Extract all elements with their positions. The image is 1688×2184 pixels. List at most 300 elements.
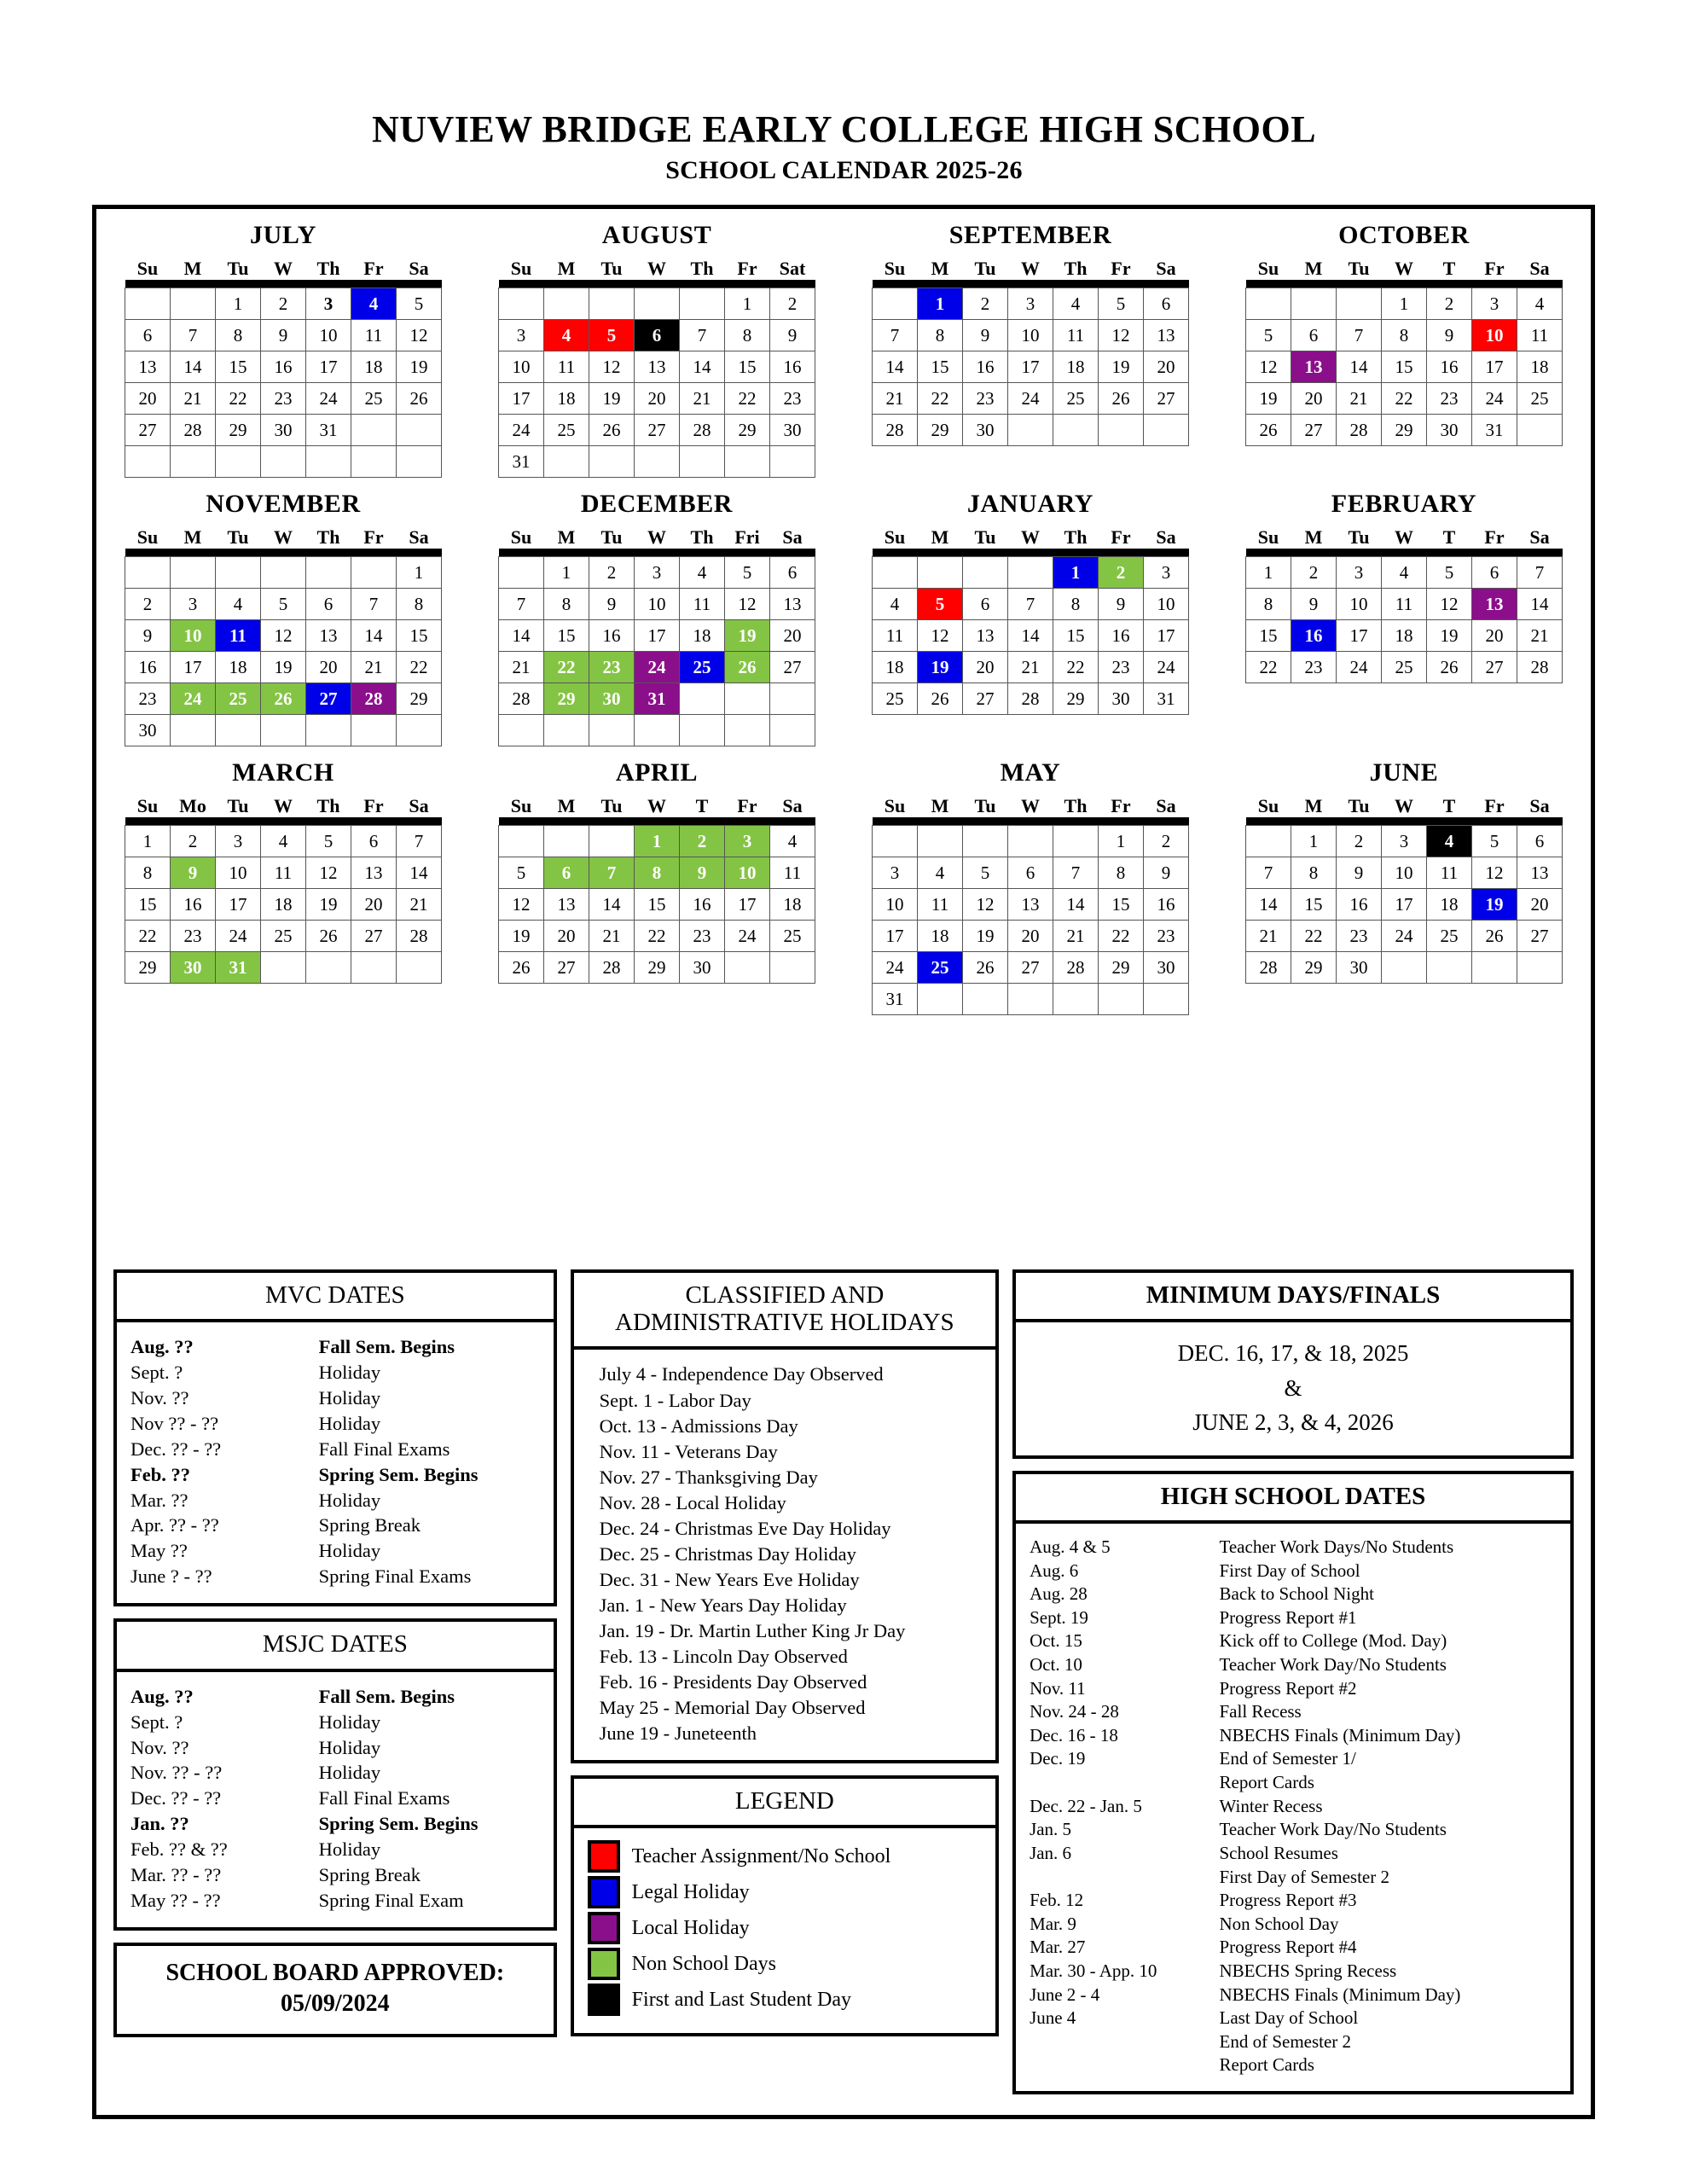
day-cell[interactable]: 24 <box>171 683 216 715</box>
day-cell[interactable]: 11 <box>1053 320 1099 351</box>
day-cell[interactable]: 2 <box>963 288 1008 320</box>
day-cell[interactable]: 1 <box>397 557 442 589</box>
day-cell[interactable]: 16 <box>589 620 635 652</box>
day-cell[interactable]: 4 <box>1427 826 1472 857</box>
day-cell[interactable]: 21 <box>1053 921 1099 952</box>
day-cell[interactable]: 15 <box>725 351 770 383</box>
day-cell[interactable]: 5 <box>261 589 306 620</box>
day-cell[interactable]: 18 <box>770 889 815 921</box>
day-cell[interactable]: 4 <box>1053 288 1099 320</box>
day-cell[interactable]: 16 <box>261 351 306 383</box>
day-cell[interactable]: 26 <box>397 383 442 415</box>
day-cell[interactable]: 31 <box>1472 415 1517 446</box>
day-cell[interactable]: 3 <box>171 589 216 620</box>
day-cell[interactable]: 9 <box>1291 589 1337 620</box>
day-cell[interactable]: 18 <box>1427 889 1472 921</box>
day-cell[interactable]: 18 <box>1382 620 1427 652</box>
day-cell[interactable]: 6 <box>1144 288 1189 320</box>
day-cell[interactable]: 6 <box>125 320 171 351</box>
day-cell[interactable]: 21 <box>171 383 216 415</box>
day-cell[interactable]: 8 <box>725 320 770 351</box>
day-cell[interactable]: 17 <box>1008 351 1053 383</box>
day-cell[interactable]: 9 <box>1427 320 1472 351</box>
day-cell[interactable]: 24 <box>1472 383 1517 415</box>
day-cell[interactable]: 23 <box>1291 652 1337 683</box>
day-cell[interactable]: 8 <box>1291 857 1337 889</box>
day-cell[interactable]: 22 <box>1099 921 1144 952</box>
day-cell[interactable]: 12 <box>1099 320 1144 351</box>
day-cell[interactable]: 11 <box>918 889 963 921</box>
day-cell[interactable]: 11 <box>680 589 725 620</box>
day-cell[interactable]: 12 <box>1246 351 1291 383</box>
day-cell[interactable]: 28 <box>589 952 635 984</box>
day-cell[interactable]: 24 <box>499 415 544 446</box>
day-cell[interactable]: 18 <box>544 383 589 415</box>
day-cell[interactable]: 18 <box>1053 351 1099 383</box>
day-cell[interactable]: 2 <box>680 826 725 857</box>
day-cell[interactable]: 24 <box>1144 652 1189 683</box>
day-cell[interactable]: 11 <box>873 620 918 652</box>
day-cell[interactable]: 27 <box>963 683 1008 715</box>
day-cell[interactable]: 14 <box>171 351 216 383</box>
day-cell[interactable]: 27 <box>351 921 397 952</box>
day-cell[interactable]: 12 <box>589 351 635 383</box>
day-cell[interactable]: 20 <box>1008 921 1053 952</box>
day-cell[interactable]: 30 <box>1427 415 1472 446</box>
day-cell[interactable]: 16 <box>680 889 725 921</box>
day-cell[interactable]: 4 <box>1382 557 1427 589</box>
day-cell[interactable]: 4 <box>770 826 815 857</box>
day-cell[interactable]: 5 <box>918 589 963 620</box>
day-cell[interactable]: 10 <box>306 320 351 351</box>
day-cell[interactable]: 20 <box>125 383 171 415</box>
day-cell[interactable]: 10 <box>216 857 261 889</box>
day-cell[interactable]: 7 <box>1337 320 1382 351</box>
day-cell[interactable]: 21 <box>397 889 442 921</box>
day-cell[interactable]: 27 <box>306 683 351 715</box>
day-cell[interactable]: 16 <box>1291 620 1337 652</box>
day-cell[interactable]: 14 <box>397 857 442 889</box>
day-cell[interactable]: 1 <box>1053 557 1099 589</box>
day-cell[interactable]: 23 <box>963 383 1008 415</box>
day-cell[interactable]: 27 <box>125 415 171 446</box>
day-cell[interactable]: 9 <box>261 320 306 351</box>
day-cell[interactable]: 13 <box>306 620 351 652</box>
day-cell[interactable]: 22 <box>125 921 171 952</box>
day-cell[interactable]: 24 <box>873 952 918 984</box>
day-cell[interactable]: 24 <box>306 383 351 415</box>
day-cell[interactable]: 13 <box>1144 320 1189 351</box>
day-cell[interactable]: 30 <box>1099 683 1144 715</box>
day-cell[interactable]: 31 <box>216 952 261 984</box>
day-cell[interactable]: 28 <box>171 415 216 446</box>
day-cell[interactable]: 20 <box>1472 620 1517 652</box>
day-cell[interactable]: 30 <box>261 415 306 446</box>
day-cell[interactable]: 14 <box>1246 889 1291 921</box>
day-cell[interactable]: 25 <box>1382 652 1427 683</box>
day-cell[interactable]: 15 <box>544 620 589 652</box>
day-cell[interactable]: 7 <box>499 589 544 620</box>
day-cell[interactable]: 17 <box>1144 620 1189 652</box>
day-cell[interactable]: 30 <box>770 415 815 446</box>
day-cell[interactable]: 4 <box>351 288 397 320</box>
day-cell[interactable]: 21 <box>1337 383 1382 415</box>
day-cell[interactable]: 10 <box>1144 589 1189 620</box>
day-cell[interactable]: 30 <box>963 415 1008 446</box>
day-cell[interactable]: 14 <box>680 351 725 383</box>
day-cell[interactable]: 26 <box>499 952 544 984</box>
day-cell[interactable]: 5 <box>397 288 442 320</box>
day-cell[interactable]: 3 <box>725 826 770 857</box>
day-cell[interactable]: 7 <box>1053 857 1099 889</box>
day-cell[interactable]: 26 <box>1427 652 1472 683</box>
day-cell[interactable]: 19 <box>261 652 306 683</box>
day-cell[interactable]: 11 <box>261 857 306 889</box>
day-cell[interactable]: 5 <box>589 320 635 351</box>
day-cell[interactable]: 26 <box>589 415 635 446</box>
day-cell[interactable]: 20 <box>770 620 815 652</box>
day-cell[interactable]: 25 <box>351 383 397 415</box>
day-cell[interactable]: 5 <box>306 826 351 857</box>
day-cell[interactable]: 7 <box>1008 589 1053 620</box>
day-cell[interactable]: 17 <box>216 889 261 921</box>
day-cell[interactable]: 6 <box>306 589 351 620</box>
day-cell[interactable]: 24 <box>1008 383 1053 415</box>
day-cell[interactable]: 12 <box>725 589 770 620</box>
day-cell[interactable]: 16 <box>171 889 216 921</box>
day-cell[interactable]: 4 <box>216 589 261 620</box>
day-cell[interactable]: 31 <box>1144 683 1189 715</box>
day-cell[interactable]: 23 <box>589 652 635 683</box>
day-cell[interactable]: 14 <box>873 351 918 383</box>
day-cell[interactable]: 19 <box>1246 383 1291 415</box>
day-cell[interactable]: 21 <box>1517 620 1563 652</box>
day-cell[interactable]: 6 <box>770 557 815 589</box>
day-cell[interactable]: 23 <box>1427 383 1472 415</box>
day-cell[interactable]: 28 <box>1053 952 1099 984</box>
day-cell[interactable]: 8 <box>1099 857 1144 889</box>
day-cell[interactable]: 6 <box>963 589 1008 620</box>
day-cell[interactable]: 26 <box>918 683 963 715</box>
day-cell[interactable]: 24 <box>1337 652 1382 683</box>
day-cell[interactable]: 1 <box>918 288 963 320</box>
day-cell[interactable]: 19 <box>499 921 544 952</box>
day-cell[interactable]: 23 <box>1099 652 1144 683</box>
day-cell[interactable]: 20 <box>635 383 680 415</box>
day-cell[interactable]: 3 <box>635 557 680 589</box>
day-cell[interactable]: 21 <box>351 652 397 683</box>
day-cell[interactable]: 18 <box>351 351 397 383</box>
day-cell[interactable]: 13 <box>125 351 171 383</box>
day-cell[interactable]: 27 <box>635 415 680 446</box>
day-cell[interactable]: 16 <box>125 652 171 683</box>
day-cell[interactable]: 25 <box>770 921 815 952</box>
day-cell[interactable]: 23 <box>1337 921 1382 952</box>
day-cell[interactable]: 17 <box>725 889 770 921</box>
day-cell[interactable]: 7 <box>589 857 635 889</box>
day-cell[interactable]: 2 <box>171 826 216 857</box>
day-cell[interactable]: 7 <box>680 320 725 351</box>
day-cell[interactable]: 20 <box>1517 889 1563 921</box>
day-cell[interactable]: 3 <box>1144 557 1189 589</box>
day-cell[interactable]: 15 <box>1053 620 1099 652</box>
day-cell[interactable]: 22 <box>1382 383 1427 415</box>
day-cell[interactable]: 27 <box>1472 652 1517 683</box>
day-cell[interactable]: 20 <box>544 921 589 952</box>
day-cell[interactable]: 22 <box>918 383 963 415</box>
day-cell[interactable]: 30 <box>680 952 725 984</box>
day-cell[interactable]: 6 <box>544 857 589 889</box>
day-cell[interactable]: 14 <box>1008 620 1053 652</box>
day-cell[interactable]: 27 <box>770 652 815 683</box>
day-cell[interactable]: 16 <box>1099 620 1144 652</box>
day-cell[interactable]: 18 <box>873 652 918 683</box>
day-cell[interactable]: 28 <box>397 921 442 952</box>
day-cell[interactable]: 26 <box>261 683 306 715</box>
day-cell[interactable]: 6 <box>635 320 680 351</box>
day-cell[interactable]: 2 <box>1099 557 1144 589</box>
day-cell[interactable]: 1 <box>216 288 261 320</box>
day-cell[interactable]: 11 <box>770 857 815 889</box>
day-cell[interactable]: 29 <box>1382 415 1427 446</box>
day-cell[interactable]: 6 <box>1008 857 1053 889</box>
day-cell[interactable]: 18 <box>918 921 963 952</box>
day-cell[interactable]: 23 <box>1144 921 1189 952</box>
day-cell[interactable]: 26 <box>1099 383 1144 415</box>
day-cell[interactable]: 21 <box>589 921 635 952</box>
day-cell[interactable]: 11 <box>351 320 397 351</box>
day-cell[interactable]: 13 <box>963 620 1008 652</box>
day-cell[interactable]: 1 <box>635 826 680 857</box>
day-cell[interactable]: 22 <box>544 652 589 683</box>
day-cell[interactable]: 25 <box>544 415 589 446</box>
day-cell[interactable]: 8 <box>1382 320 1427 351</box>
day-cell[interactable]: 3 <box>216 826 261 857</box>
day-cell[interactable]: 22 <box>1291 921 1337 952</box>
day-cell[interactable]: 13 <box>635 351 680 383</box>
day-cell[interactable]: 14 <box>1053 889 1099 921</box>
day-cell[interactable]: 22 <box>216 383 261 415</box>
day-cell[interactable]: 16 <box>963 351 1008 383</box>
day-cell[interactable]: 29 <box>725 415 770 446</box>
day-cell[interactable]: 22 <box>1246 652 1291 683</box>
day-cell[interactable]: 30 <box>171 952 216 984</box>
day-cell[interactable]: 6 <box>1517 826 1563 857</box>
day-cell[interactable]: 15 <box>635 889 680 921</box>
day-cell[interactable]: 29 <box>1053 683 1099 715</box>
day-cell[interactable]: 29 <box>1291 952 1337 984</box>
day-cell[interactable]: 12 <box>1472 857 1517 889</box>
day-cell[interactable]: 8 <box>918 320 963 351</box>
day-cell[interactable]: 25 <box>1053 383 1099 415</box>
day-cell[interactable]: 10 <box>873 889 918 921</box>
day-cell[interactable]: 16 <box>770 351 815 383</box>
day-cell[interactable]: 18 <box>1517 351 1563 383</box>
day-cell[interactable]: 3 <box>306 288 351 320</box>
day-cell[interactable]: 17 <box>1337 620 1382 652</box>
day-cell[interactable]: 23 <box>261 383 306 415</box>
day-cell[interactable]: 13 <box>1472 589 1517 620</box>
day-cell[interactable]: 24 <box>725 921 770 952</box>
day-cell[interactable]: 8 <box>125 857 171 889</box>
day-cell[interactable]: 10 <box>171 620 216 652</box>
day-cell[interactable]: 5 <box>1427 557 1472 589</box>
day-cell[interactable]: 9 <box>1099 589 1144 620</box>
day-cell[interactable]: 5 <box>1472 826 1517 857</box>
day-cell[interactable]: 31 <box>499 446 544 478</box>
day-cell[interactable]: 27 <box>1144 383 1189 415</box>
day-cell[interactable]: 15 <box>397 620 442 652</box>
day-cell[interactable]: 18 <box>216 652 261 683</box>
day-cell[interactable]: 3 <box>1382 826 1427 857</box>
day-cell[interactable]: 24 <box>1382 921 1427 952</box>
day-cell[interactable]: 19 <box>963 921 1008 952</box>
day-cell[interactable]: 24 <box>216 921 261 952</box>
day-cell[interactable]: 28 <box>499 683 544 715</box>
day-cell[interactable]: 20 <box>963 652 1008 683</box>
day-cell[interactable]: 29 <box>918 415 963 446</box>
day-cell[interactable]: 22 <box>1053 652 1099 683</box>
day-cell[interactable]: 21 <box>680 383 725 415</box>
day-cell[interactable]: 23 <box>171 921 216 952</box>
day-cell[interactable]: 6 <box>351 826 397 857</box>
day-cell[interactable]: 28 <box>1337 415 1382 446</box>
day-cell[interactable]: 12 <box>397 320 442 351</box>
day-cell[interactable]: 5 <box>499 857 544 889</box>
day-cell[interactable]: 5 <box>1099 288 1144 320</box>
day-cell[interactable]: 4 <box>1517 288 1563 320</box>
day-cell[interactable]: 29 <box>397 683 442 715</box>
day-cell[interactable]: 16 <box>1427 351 1472 383</box>
day-cell[interactable]: 19 <box>1099 351 1144 383</box>
day-cell[interactable]: 19 <box>1472 889 1517 921</box>
day-cell[interactable]: 3 <box>499 320 544 351</box>
day-cell[interactable]: 20 <box>1291 383 1337 415</box>
day-cell[interactable]: 1 <box>125 826 171 857</box>
day-cell[interactable]: 19 <box>397 351 442 383</box>
day-cell[interactable]: 25 <box>918 952 963 984</box>
day-cell[interactable]: 7 <box>1517 557 1563 589</box>
day-cell[interactable]: 7 <box>873 320 918 351</box>
day-cell[interactable]: 8 <box>397 589 442 620</box>
day-cell[interactable]: 19 <box>725 620 770 652</box>
day-cell[interactable]: 6 <box>1291 320 1337 351</box>
day-cell[interactable]: 1 <box>1099 826 1144 857</box>
day-cell[interactable]: 4 <box>680 557 725 589</box>
day-cell[interactable]: 28 <box>1008 683 1053 715</box>
day-cell[interactable]: 20 <box>1144 351 1189 383</box>
day-cell[interactable]: 28 <box>1517 652 1563 683</box>
day-cell[interactable]: 8 <box>1053 589 1099 620</box>
day-cell[interactable]: 29 <box>544 683 589 715</box>
day-cell[interactable]: 30 <box>1337 952 1382 984</box>
day-cell[interactable]: 12 <box>963 889 1008 921</box>
day-cell[interactable]: 4 <box>261 826 306 857</box>
day-cell[interactable]: 9 <box>589 589 635 620</box>
day-cell[interactable]: 26 <box>963 952 1008 984</box>
day-cell[interactable]: 20 <box>306 652 351 683</box>
day-cell[interactable]: 11 <box>1427 857 1472 889</box>
day-cell[interactable]: 27 <box>1291 415 1337 446</box>
day-cell[interactable]: 21 <box>1246 921 1291 952</box>
day-cell[interactable]: 23 <box>770 383 815 415</box>
day-cell[interactable]: 18 <box>261 889 306 921</box>
day-cell[interactable]: 23 <box>680 921 725 952</box>
day-cell[interactable]: 17 <box>499 383 544 415</box>
day-cell[interactable]: 15 <box>918 351 963 383</box>
day-cell[interactable]: 9 <box>125 620 171 652</box>
day-cell[interactable]: 8 <box>1246 589 1291 620</box>
day-cell[interactable]: 2 <box>1337 826 1382 857</box>
day-cell[interactable]: 15 <box>1382 351 1427 383</box>
day-cell[interactable]: 22 <box>725 383 770 415</box>
day-cell[interactable]: 13 <box>351 857 397 889</box>
day-cell[interactable]: 31 <box>635 683 680 715</box>
day-cell[interactable]: 29 <box>216 415 261 446</box>
day-cell[interactable]: 20 <box>351 889 397 921</box>
day-cell[interactable]: 30 <box>125 715 171 746</box>
day-cell[interactable]: 9 <box>1337 857 1382 889</box>
day-cell[interactable]: 29 <box>635 952 680 984</box>
day-cell[interactable]: 22 <box>635 921 680 952</box>
day-cell[interactable]: 25 <box>216 683 261 715</box>
day-cell[interactable]: 9 <box>680 857 725 889</box>
day-cell[interactable]: 11 <box>1517 320 1563 351</box>
day-cell[interactable]: 25 <box>261 921 306 952</box>
day-cell[interactable]: 16 <box>1337 889 1382 921</box>
day-cell[interactable]: 28 <box>351 683 397 715</box>
day-cell[interactable]: 25 <box>1427 921 1472 952</box>
day-cell[interactable]: 1 <box>544 557 589 589</box>
day-cell[interactable]: 29 <box>1099 952 1144 984</box>
day-cell[interactable]: 5 <box>1246 320 1291 351</box>
day-cell[interactable]: 15 <box>1099 889 1144 921</box>
day-cell[interactable]: 15 <box>125 889 171 921</box>
day-cell[interactable]: 27 <box>1008 952 1053 984</box>
day-cell[interactable]: 15 <box>216 351 261 383</box>
day-cell[interactable]: 13 <box>544 889 589 921</box>
day-cell[interactable]: 26 <box>725 652 770 683</box>
day-cell[interactable]: 2 <box>589 557 635 589</box>
day-cell[interactable]: 17 <box>1382 889 1427 921</box>
day-cell[interactable]: 14 <box>1337 351 1382 383</box>
day-cell[interactable]: 11 <box>216 620 261 652</box>
day-cell[interactable]: 8 <box>216 320 261 351</box>
day-cell[interactable]: 25 <box>1517 383 1563 415</box>
day-cell[interactable]: 15 <box>1291 889 1337 921</box>
day-cell[interactable]: 19 <box>918 652 963 683</box>
day-cell[interactable]: 17 <box>306 351 351 383</box>
day-cell[interactable]: 3 <box>873 857 918 889</box>
day-cell[interactable]: 2 <box>1144 826 1189 857</box>
day-cell[interactable]: 14 <box>1517 589 1563 620</box>
day-cell[interactable]: 1 <box>1382 288 1427 320</box>
day-cell[interactable]: 5 <box>725 557 770 589</box>
day-cell[interactable]: 21 <box>499 652 544 683</box>
day-cell[interactable]: 7 <box>171 320 216 351</box>
day-cell[interactable]: 17 <box>1472 351 1517 383</box>
day-cell[interactable]: 31 <box>306 415 351 446</box>
day-cell[interactable]: 19 <box>306 889 351 921</box>
day-cell[interactable]: 21 <box>1008 652 1053 683</box>
day-cell[interactable]: 16 <box>1144 889 1189 921</box>
day-cell[interactable]: 3 <box>1008 288 1053 320</box>
day-cell[interactable]: 29 <box>125 952 171 984</box>
day-cell[interactable]: 3 <box>1337 557 1382 589</box>
day-cell[interactable]: 17 <box>171 652 216 683</box>
day-cell[interactable]: 9 <box>770 320 815 351</box>
day-cell[interactable]: 19 <box>1427 620 1472 652</box>
